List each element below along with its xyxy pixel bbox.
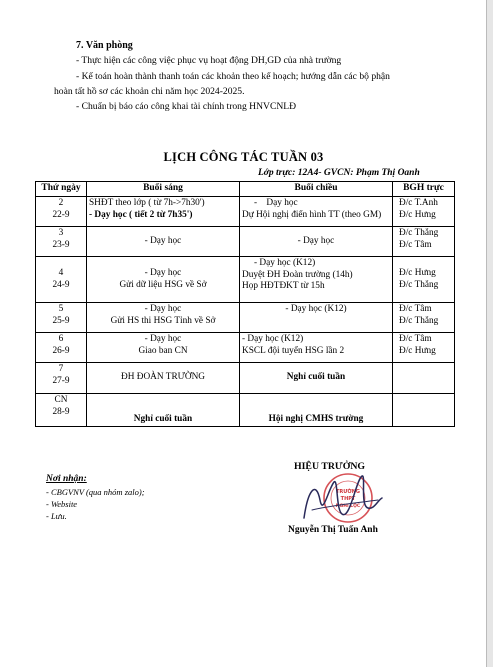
bgh-person: Đ/c Thắng bbox=[399, 279, 439, 290]
svg-text:NGHI LỘC: NGHI LỘC bbox=[335, 504, 361, 509]
day-date: 25-9 bbox=[52, 315, 70, 326]
table-row bbox=[36, 197, 455, 227]
table-row bbox=[36, 303, 455, 333]
table-row bbox=[36, 363, 455, 394]
day-number: 5 bbox=[58, 304, 64, 314]
bgh-cell bbox=[393, 227, 455, 257]
table-row bbox=[36, 394, 455, 427]
day-cell bbox=[36, 394, 87, 427]
schedule-subtitle: Lớp trực: 12A4- GVCN: Phạm Thị Oanh bbox=[258, 168, 420, 178]
morning-line: - Dạy học bbox=[144, 334, 182, 344]
morning-cell bbox=[87, 303, 240, 333]
afternoon-cell bbox=[240, 197, 393, 227]
afternoon-line: Dự Hội nghị điển hình TT (theo GM) bbox=[242, 209, 382, 220]
morning-line: Giao ban CN bbox=[138, 345, 188, 356]
day-cell bbox=[36, 197, 87, 227]
afternoon-cell bbox=[240, 394, 393, 427]
morning-line: - Dạy học ( tiết 2 từ 7h35') bbox=[89, 209, 193, 220]
afternoon-line: Họp HĐTĐKT từ 15h bbox=[242, 281, 325, 291]
bgh-cell bbox=[393, 363, 455, 394]
table-row bbox=[36, 333, 455, 363]
day-date: 26-9 bbox=[52, 345, 70, 356]
bgh-person: Đ/c Hưng bbox=[399, 209, 436, 220]
bgh-person: Đ/c Hưng bbox=[399, 268, 436, 278]
header-bgh: BGH trực bbox=[393, 182, 455, 197]
afternoon-cell bbox=[240, 303, 393, 333]
signature-name: Nguyễn Thị Tuấn Anh bbox=[288, 525, 378, 535]
bgh-cell bbox=[393, 197, 455, 227]
table-header-row bbox=[36, 182, 455, 197]
day-cell bbox=[36, 333, 87, 363]
day-number: 6 bbox=[58, 334, 64, 344]
day-number: 7 bbox=[58, 364, 64, 374]
day-number: 3 bbox=[58, 228, 64, 238]
day-number: 2 bbox=[58, 198, 64, 208]
header-morning: Buổi sáng bbox=[87, 182, 240, 197]
day-cell bbox=[36, 257, 87, 303]
afternoon-line: - Dạy học (K12) bbox=[285, 304, 347, 314]
section-line: hoàn tất hồ sơ các khoản chi năm học 2024-2025. bbox=[54, 86, 245, 97]
bgh-cell bbox=[393, 394, 455, 427]
bgh-cell bbox=[393, 257, 455, 303]
day-date: 23-9 bbox=[52, 239, 70, 250]
bgh-person: Đ/c Hưng bbox=[399, 345, 436, 356]
morning-line: Gửi HS thi HSG Tỉnh về Sở bbox=[110, 315, 216, 326]
recipient-item: - Website bbox=[46, 499, 78, 509]
header-afternoon: Buổi chiều bbox=[240, 182, 393, 197]
section-line: - Kế toán hoàn thành thanh toán các khoản theo kế hoạch; hướng dẫn các bộ phận bbox=[76, 71, 390, 82]
afternoon-cell bbox=[240, 363, 393, 394]
bgh-person: Đ/c Tâm bbox=[399, 334, 432, 344]
recipient-item: - CBGVNV (qua nhóm zalo); bbox=[46, 487, 145, 497]
afternoon-line: KSCL đội tuyển HSG lần 2 bbox=[242, 345, 345, 356]
afternoon-line: - Dạy học (K12) bbox=[242, 334, 304, 344]
day-cell bbox=[36, 303, 87, 333]
morning-line: Nghỉ cuối tuần bbox=[133, 413, 193, 424]
day-number: CN bbox=[54, 395, 68, 405]
viewer-background bbox=[487, 0, 493, 667]
table-row bbox=[36, 227, 455, 257]
day-date: 22-9 bbox=[52, 209, 70, 220]
afternoon-line: - Dạy học bbox=[297, 235, 335, 246]
afternoon-line: Duyệt ĐH Đoàn trường (14h) bbox=[242, 269, 353, 280]
day-date: 28-9 bbox=[52, 406, 70, 417]
day-cell bbox=[36, 227, 87, 257]
morning-cell bbox=[87, 227, 240, 257]
morning-line: ĐH ĐOÀN TRƯỜNG bbox=[121, 372, 205, 383]
afternoon-cell bbox=[240, 257, 393, 303]
day-number: 4 bbox=[58, 268, 64, 278]
bgh-person: Đ/c Tâm bbox=[399, 239, 432, 250]
section-line: - Chuẩn bị báo cáo công khai tài chính trong HNVCNLĐ bbox=[76, 101, 297, 112]
afternoon-line: - Dạy học bbox=[254, 198, 298, 208]
day-cell bbox=[36, 363, 87, 394]
bgh-person: Đ/c Thắng bbox=[399, 228, 439, 238]
recipient-item: - Lưu. bbox=[46, 511, 67, 521]
bgh-person: Đ/c Tâm bbox=[399, 304, 432, 314]
morning-cell bbox=[87, 333, 240, 363]
schedule-title: LỊCH CÔNG TÁC TUẦN 03 bbox=[163, 150, 324, 164]
header-day: Thứ ngày bbox=[36, 182, 87, 197]
morning-cell bbox=[87, 363, 240, 394]
svg-text:THPT: THPT bbox=[340, 496, 356, 502]
morning-line: Gửi dữ liệu HSG về Sở bbox=[119, 279, 207, 290]
bgh-person: Đ/c Thắng bbox=[399, 315, 439, 326]
afternoon-line: Nghỉ cuối tuần bbox=[286, 372, 346, 383]
afternoon-cell bbox=[240, 333, 393, 363]
afternoon-cell bbox=[240, 227, 393, 257]
morning-line: - Dạy học bbox=[144, 235, 182, 246]
official-seal-and-signature bbox=[298, 470, 388, 526]
day-date: 24-9 bbox=[52, 279, 70, 290]
section-line: - Thực hiện các công việc phục vụ hoạt động DH,GD của nhà trường bbox=[76, 55, 342, 66]
afternoon-line: - Dạy học (K12) bbox=[254, 258, 316, 268]
bgh-cell bbox=[393, 303, 455, 333]
bgh-person: Đ/c T.Anh bbox=[399, 198, 438, 208]
table-row bbox=[36, 257, 455, 303]
morning-line: - Dạy học bbox=[144, 268, 182, 278]
morning-cell bbox=[87, 257, 240, 303]
day-date: 27-9 bbox=[52, 375, 70, 386]
signature-role: HIỆU TRƯỞNG bbox=[294, 461, 366, 472]
recipients-title: Nơi nhận: bbox=[46, 474, 87, 484]
morning-cell bbox=[87, 394, 240, 427]
section-title: 7. Văn phòng bbox=[76, 40, 133, 51]
svg-text:TRƯỜNG: TRƯỜNG bbox=[335, 489, 361, 495]
afternoon-line: Hội nghị CMHS trường bbox=[268, 413, 364, 424]
bgh-cell bbox=[393, 333, 455, 363]
morning-line: - Dạy học bbox=[144, 304, 182, 314]
schedule-table bbox=[35, 181, 455, 427]
morning-cell bbox=[87, 197, 240, 227]
morning-line: SHĐT theo lớp ( từ 7h->7h30') bbox=[89, 198, 205, 208]
